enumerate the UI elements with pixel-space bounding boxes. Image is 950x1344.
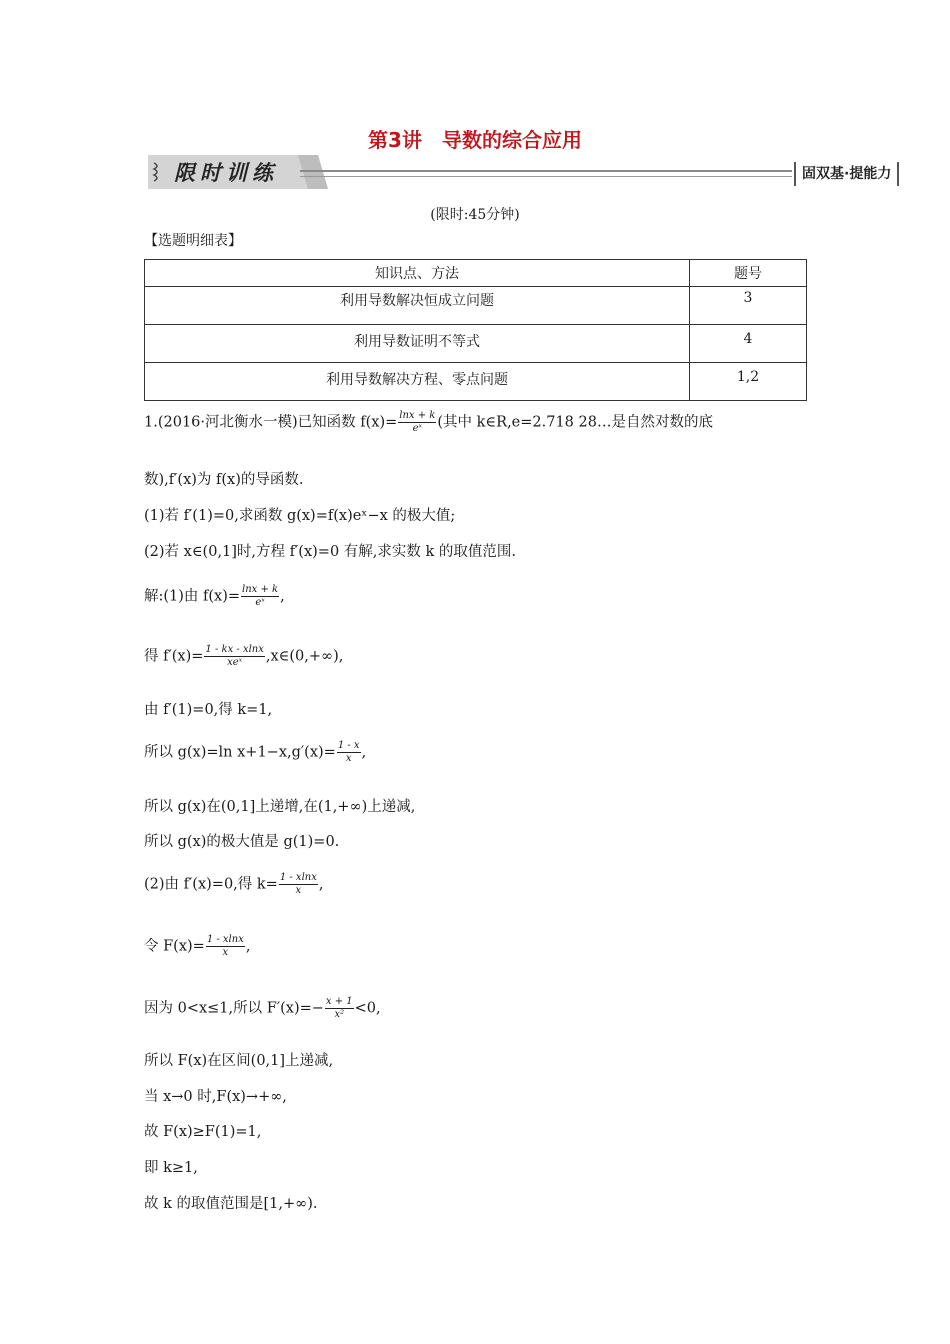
fraction-numerator: 1 - kx - xlnx — [205, 644, 264, 655]
table-row — [145, 325, 807, 363]
solution-text: , — [361, 744, 367, 761]
fraction-numerator: 1 - xlnx — [206, 934, 244, 945]
solution-text: 得 f′(x)= — [144, 648, 204, 665]
banner-rule — [300, 170, 792, 172]
table-cell: 利用导数证明不等式 — [145, 325, 690, 363]
fraction-numerator: lnx + k — [242, 584, 279, 595]
solution-text: (2)由 f′(x)=0,得 k= — [144, 876, 278, 893]
solution-step: 所以 g(x)的极大值是 g(1)=0. — [144, 834, 340, 850]
fraction-numerator: 1 - xlnx — [279, 872, 317, 883]
solution-step — [144, 934, 250, 959]
fraction — [241, 584, 279, 609]
fraction-numerator: x + 1 — [325, 996, 353, 1007]
problem-part-2: (2)若 x∈(0,1]时,方程 f′(x)=0 有解,求实数 k 的取值范围. — [144, 544, 517, 560]
fraction-denominator: x² — [334, 1009, 345, 1020]
fraction-denominator: eˣ — [255, 597, 265, 608]
fraction-numerator: 1 - x — [337, 740, 360, 751]
table-cell: 利用导数解决方程、零点问题 — [145, 363, 690, 401]
solution-step — [144, 996, 381, 1021]
fraction — [398, 410, 436, 435]
solution-text: 所以 g(x)=ln x+1−x,g′(x)= — [144, 744, 336, 761]
fraction — [325, 996, 354, 1021]
fraction-denominator: x — [295, 885, 302, 896]
banner-left-label: 限时训练 — [174, 161, 278, 185]
page-title: 第3讲 导数的综合应用 — [368, 128, 582, 152]
solution-step: 由 f′(1)=0,得 k=1, — [144, 702, 273, 718]
time-limit: (限时:45分钟) — [430, 207, 520, 223]
fraction-denominator: xeˣ — [227, 657, 243, 668]
fraction — [279, 872, 318, 897]
solution-step: 所以 F(x)在区间(0,1]上递减, — [144, 1053, 334, 1069]
solution-text: , — [280, 588, 285, 605]
solution-text: ,x∈(0,+∞), — [265, 648, 344, 665]
fraction — [337, 740, 361, 765]
table-cell: 3 — [690, 287, 807, 325]
fraction-denominator: x — [222, 947, 229, 958]
table-header-row — [145, 260, 807, 287]
banner-right-label: 固双基·提能力 — [794, 162, 899, 186]
problem-text: (其中 k∈R,e=2.718 28…是自然对数的底 — [437, 414, 713, 431]
table-cell: 1,2 — [690, 363, 807, 401]
banner-left-badge — [148, 155, 328, 189]
solution-text: , — [245, 938, 251, 955]
problem-text: 1.(2016·河北衡水一模)已知函数 f(x)= — [144, 414, 398, 431]
topic-table — [144, 259, 807, 401]
solution-step — [144, 644, 343, 669]
solution-text: 因为 0<x≤1,所以 F′(x)=− — [144, 1000, 324, 1017]
problem-statement — [144, 410, 713, 435]
problem-statement-cont: 数),f′(x)为 f(x)的导函数. — [144, 472, 304, 488]
solution-text: <0, — [354, 1000, 381, 1017]
solution-step: 即 k≥1, — [144, 1160, 198, 1176]
solution-step — [144, 740, 366, 765]
fraction — [204, 644, 264, 669]
solution-text: 解:(1)由 f(x)= — [144, 588, 241, 605]
table-header-cell: 题号 — [690, 260, 807, 287]
banner-rule — [300, 176, 792, 177]
solution-text: 令 F(x)= — [144, 938, 205, 955]
solution-step: 所以 g(x)在(0,1]上递增,在(1,+∞)上递减, — [144, 799, 416, 815]
table-heading: 【选题明细表】 — [144, 233, 242, 249]
solution-text: , — [318, 876, 324, 893]
solution-step: 当 x→0 时,F(x)→+∞, — [144, 1089, 287, 1105]
solution-step — [144, 584, 285, 609]
fraction — [206, 934, 245, 959]
solution-step: 故 F(x)≥F(1)=1, — [144, 1124, 262, 1140]
fraction-denominator: eˣ — [412, 423, 423, 434]
table-header-cell: 知识点、方法 — [145, 260, 690, 287]
table-cell: 4 — [690, 325, 807, 363]
fraction-numerator: lnx + k — [399, 410, 436, 421]
solution-step: 故 k 的取值范围是[1,+∞). — [144, 1196, 318, 1212]
solution-step — [144, 872, 323, 897]
problem-part-1: (1)若 f′(1)=0,求函数 g(x)=f(x)eˣ−x 的极大值; — [144, 508, 456, 524]
table-row — [145, 363, 807, 401]
table-row — [145, 287, 807, 325]
table-cell: 利用导数解决恒成立问题 — [145, 287, 690, 325]
fraction-denominator: x — [345, 753, 352, 764]
